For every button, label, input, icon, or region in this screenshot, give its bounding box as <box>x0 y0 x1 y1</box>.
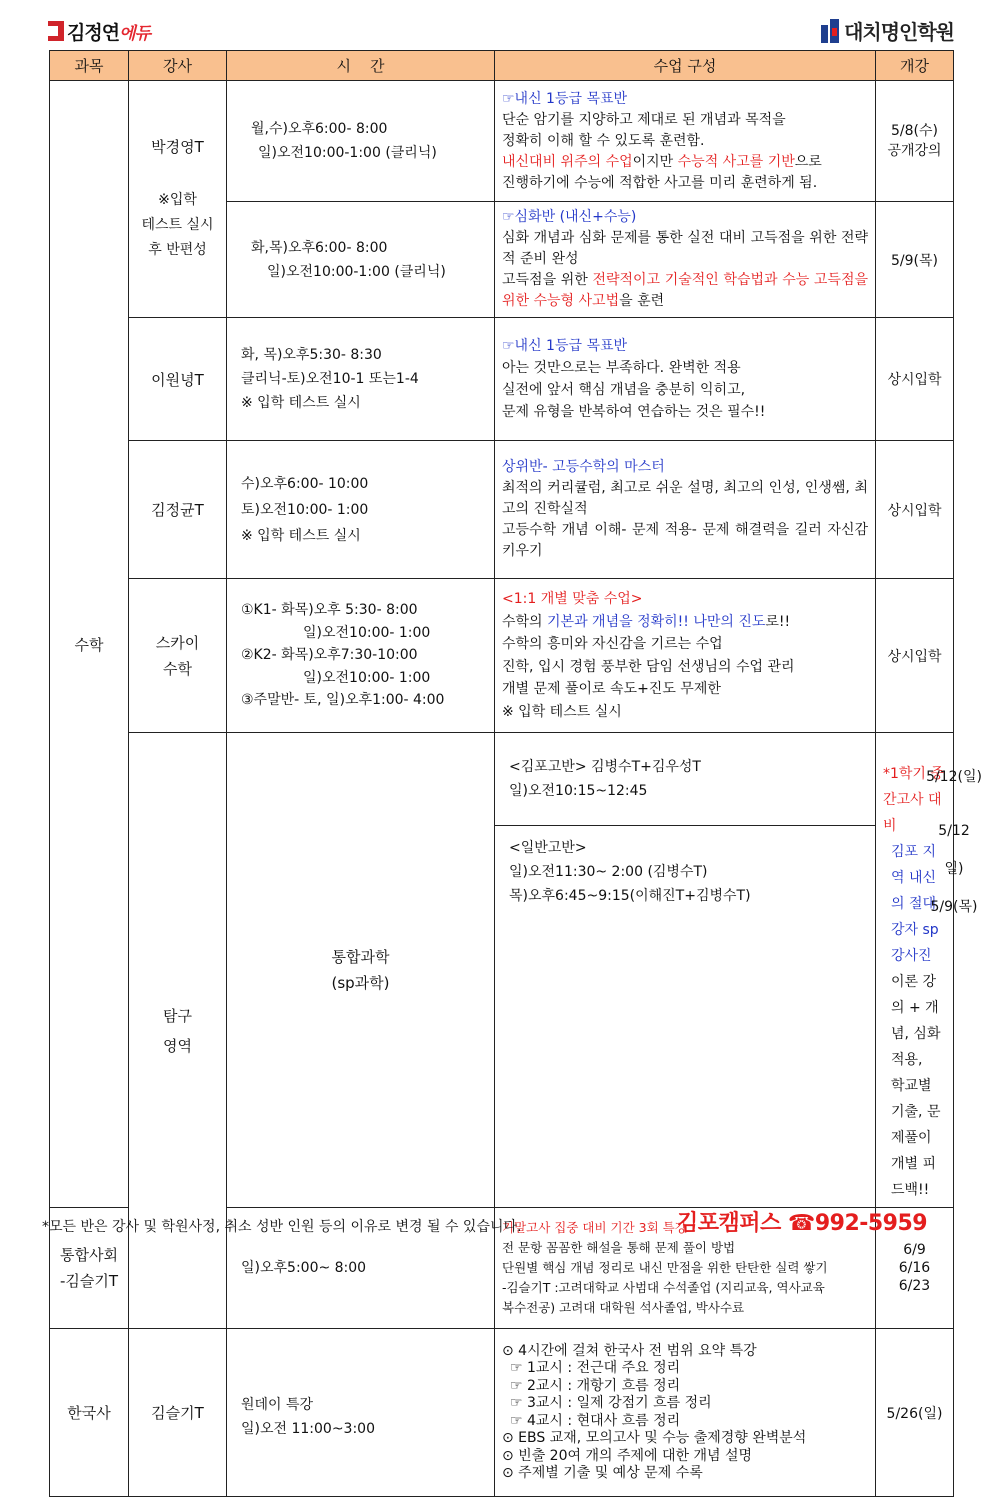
open-cell: 상시입학 <box>876 579 954 733</box>
table-row <box>50 1329 954 1497</box>
content-line: ☞ 4교시 : 현대사 흐름 정리 <box>510 1412 681 1429</box>
content-line: ⊙ 4시간에 걸쳐 한국사 전 범위 요약 특강 <box>502 1342 757 1359</box>
content-line: 아는 것만으로는 부족하다. 완벽한 적용 <box>502 360 741 376</box>
open-cell <box>876 81 954 202</box>
teacher-name: (sp과학) <box>331 974 390 992</box>
content-text: 고득점을 위한 <box>502 272 593 288</box>
open-date: 6/9 <box>903 1242 926 1258</box>
open-date: 5/8(수) <box>891 123 938 139</box>
time-line: 화, 목)오후5:30- 8:30 <box>241 347 382 363</box>
time-line: 목)오후6:45~9:15(이해진T+김병수T) <box>509 888 751 904</box>
content-line <box>502 270 868 312</box>
content-text: 수학의 <box>502 613 548 630</box>
content-line: ⊙ 주제별 기출 및 예상 문제 수록 <box>502 1465 703 1481</box>
content-cell <box>495 81 876 202</box>
time-line: <김포고반> 김병수T+김우성T <box>509 759 701 775</box>
open-note: 공개강의 <box>887 143 942 159</box>
time-line: ※ 입학 테스트 실시 <box>241 395 361 411</box>
table-row <box>50 81 954 202</box>
logo-left-sub: 에듀 <box>119 23 150 44</box>
content-line: -김슬기T :고려대학교 사범대 수석졸업 (지리교육, 역사교육 <box>502 1280 825 1295</box>
time-block <box>495 733 875 825</box>
content-line: 전 문항 꼼꼼한 해설을 통해 문제 풀이 방법 <box>502 1240 736 1255</box>
content-line: ☞ 1교시 : 전근대 주요 정리 <box>510 1360 681 1376</box>
open-date: 5/9(목) <box>930 899 978 915</box>
time-cell <box>227 441 495 579</box>
teacher-name: 통합사회 <box>60 1246 118 1264</box>
highlight: 전략적이고 기술적인 학습법과 수능 고득점을 위한 수능형 사고법 <box>502 272 869 309</box>
header-time: 시 간 <box>227 51 495 81</box>
footer-note: *모든 반은 강사 및 학원사정, 취소 성반 인원 등의 이유로 변경 될 수 있습니다. <box>42 1219 522 1235</box>
content-line: 진학, 입시 경험 풍부한 담임 선생님의 수업 관리 <box>502 658 795 675</box>
time-line: 토)오전10:00- 1:00 <box>241 501 369 518</box>
logo-left-main: 김정연 <box>67 21 120 44</box>
header-subject: 과목 <box>50 51 129 81</box>
table-header-row <box>50 51 954 81</box>
content-line: ☞ 2교시 : 개항기 흐름 정리 <box>510 1377 681 1394</box>
time-line: ※ 입학 테스트 실시 <box>241 527 361 544</box>
time-line: 클리닉-토)오전10-1 또는1-4 <box>241 371 419 387</box>
open-date: 5/12일) <box>938 823 970 877</box>
time-line: 일)오전10:00-1:00 (클리닉) <box>267 263 446 280</box>
subject-name: 탐구 <box>163 1006 192 1025</box>
content-line: 이론 강의 + 개념, 심화 적용, <box>891 974 941 1068</box>
content-line: ⊙ 빈출 20여 개의 주제에 대한 개념 설명 <box>502 1447 753 1464</box>
time-line: 수)오후6:00- 10:00 <box>241 475 369 492</box>
highlight: 수능적 사고를 기반 <box>677 153 795 170</box>
subject-math: 수학 <box>50 81 129 1208</box>
teacher-note: ※입학 <box>158 192 197 208</box>
time-line: 일)오전11:30~ 2:00 (김병수T) <box>509 864 708 880</box>
content-line: 단원별 핵심 개념 정리로 내신 만점을 위한 탄탄한 실력 쌓기 <box>502 1260 828 1275</box>
teacher-name: 박경영T <box>151 138 204 156</box>
teacher-name: 수학 <box>163 659 192 678</box>
content-line: 정확히 이해 할 수 있도록 훈련함. <box>502 132 705 149</box>
content-cell <box>495 441 876 579</box>
teacher-park <box>129 81 227 318</box>
header-teacher: 강사 <box>129 51 227 81</box>
logo-right-text: 대치명인학원 <box>844 20 954 44</box>
campus-contact: 김포캠퍼스 ☎992-5959 <box>677 1211 928 1236</box>
subject-history: 한국사 <box>50 1329 129 1497</box>
time-line: 일)오전10:00- 1:00 <box>303 624 431 641</box>
table-row <box>50 579 954 733</box>
time-line: 화,목)오후6:00- 8:00 <box>251 239 388 256</box>
class-title: ☞내신 1등급 목표반 <box>502 338 628 354</box>
header-content: 수업 구성 <box>495 51 876 81</box>
class-title: ☞심화반 (내신+수능) <box>502 209 637 225</box>
content-line: ※ 입학 테스트 실시 <box>502 703 622 720</box>
time-line: ②K2- 화목)오후7:30-10:00 <box>241 647 418 664</box>
teacher-note: 후 반편성 <box>148 242 207 258</box>
open-cell: 5/9(목) <box>876 202 954 318</box>
table-row <box>50 441 954 579</box>
teacher-sky <box>129 579 227 733</box>
time-line: ①K1- 화목)오후 5:30- 8:00 <box>241 602 418 619</box>
time-cell <box>227 202 495 318</box>
time-cell <box>227 1329 495 1497</box>
content-line: 진행하기에 수능에 적합한 사고를 미리 훈련하게 됨. <box>502 174 818 191</box>
highlight: 기본과 개념을 정확히!! 나만의 진도 <box>547 613 766 630</box>
time-cell <box>495 733 876 1208</box>
time-line: 원데이 특강 <box>241 1396 314 1413</box>
time-line: 월,수)오후6:00- 8:00 <box>251 121 388 137</box>
time-cell <box>227 579 495 733</box>
content-text: 이지만 <box>632 153 678 170</box>
time-line: 일)오전10:00-1:00 (클리닉) <box>258 145 437 161</box>
content-line: ☞ 3교시 : 일제 강점기 흐름 정리 <box>510 1395 712 1411</box>
content-text: 으로 <box>794 153 822 170</box>
open-cell: 상시입학 <box>876 318 954 441</box>
teacher-name: 스카이 <box>155 633 200 652</box>
logo-gimjeongyeon <box>48 18 150 44</box>
content-line: 개별 문제 풀이로 속도+진도 무제한 <box>502 681 721 697</box>
content-line: 심화 개념과 심화 문제를 통한 실전 대비 고득점을 위한 전략적 준비 완성 <box>502 230 868 267</box>
teacher-name: 통합과학 <box>331 948 390 966</box>
time-line: ③주말반- 토, 일)오후1:00- 4:00 <box>241 692 445 709</box>
content-cell <box>876 733 954 1208</box>
table-row: 탐구 영역 통합과학 (sp과학) <김포고반> 김병수T+김우성T 일)오전10:15~12:45 <일반고반> 일)오전11:30~ 2:00 (김병수T) 목)오후6:45~9:15(이해진T+김병수T) *1학기 중간고사 대비 김포 지역 내신의 절대 강자 sp강사진 이론 강의 + 개념, 심화 적용, 학교별 기출, 문제풀이 개별 피드백!! 5/12(일) 5/12일) 5/9(목) <box>50 733 954 1208</box>
time-cell <box>227 81 495 202</box>
open-date: 6/23 <box>898 1278 931 1294</box>
content-line: 실전에 앞서 핵심 개념을 충분히 익히고, <box>502 382 746 398</box>
subject-inquiry <box>129 733 227 1329</box>
time-line: 일)오전 11:00~3:00 <box>241 1420 375 1437</box>
content-line: 단순 암기를 지양하고 제대로 된 개념과 목적을 <box>502 111 786 128</box>
highlight: 내신대비 위주의 수업 <box>502 153 633 170</box>
time-line: <일반고반> <box>509 840 587 856</box>
class-title: <1:1 개별 맞춤 수업> <box>502 591 643 607</box>
table-row <box>50 318 954 441</box>
open-date: 6/16 <box>898 1260 931 1276</box>
teacher-lee: 이원녕T <box>129 318 227 441</box>
content-line: 문제 유형을 반복하여 연습하는 것은 필수!! <box>502 404 766 420</box>
teacher-kim: 김정균T <box>129 441 227 579</box>
class-title: ☞내신 1등급 목표반 <box>502 90 628 107</box>
content-line: 최적의 커리큘럼, 최고로 쉬운 설명, 최고의 인성, 인생쌤, 최고의 진학실적 <box>502 480 868 517</box>
time-block <box>495 825 875 918</box>
time-cell <box>227 318 495 441</box>
content-text: 을 훈련 <box>619 293 665 309</box>
content-cell <box>495 318 876 441</box>
content-line: ⊙ EBS 교재, 모의고사 및 수능 출제경향 완벽분석 <box>502 1430 807 1446</box>
content-cell <box>495 1329 876 1497</box>
header-open: 개강 <box>876 51 954 81</box>
content-line: 복수전공) 고려대 대학원 석사졸업, 박사수료 <box>502 1300 745 1315</box>
logo-mark-icon <box>48 21 64 41</box>
building-logo-icon <box>821 19 839 43</box>
content-line: 학교별 기출, 문제풀이 개별 피드백!! <box>891 1078 941 1198</box>
time-cell: 일)오후5:00~ 8:00 <box>227 1208 495 1329</box>
content-line: 고등수학 개념 이해- 문제 적용- 문제 해결력을 길러 자신감 키우기 <box>502 522 868 559</box>
teacher-note: 테스트 실시 <box>141 217 214 233</box>
schedule-table <box>49 50 982 1497</box>
logo-daechi <box>821 16 954 45</box>
content-line <box>502 152 868 173</box>
content-line: 김포 지역 내신의 절대 강자 sp강사진 <box>891 844 939 964</box>
content-cell <box>495 579 876 733</box>
class-title: 상위반- 고등수학의 마스터 <box>502 459 665 475</box>
content-text: 로!! <box>765 613 791 630</box>
teacher-science <box>227 733 495 1208</box>
content-line: 수학의 흥미와 자신감을 기르는 수업 <box>502 636 723 652</box>
open-cell: 상시입학 <box>876 441 954 579</box>
teacher-history: 김슬기T <box>129 1329 227 1497</box>
time-line: 일)오전10:00- 1:00 <box>303 669 431 686</box>
content-line <box>502 611 868 634</box>
time-line: 일)오전10:15~12:45 <box>509 783 648 799</box>
class-title: 기말고사 집중 대비 기간 3회 특강 <box>502 1220 687 1235</box>
content-cell <box>495 202 876 318</box>
open-cell: 5/26(일) <box>876 1329 954 1497</box>
class-title: *1학기 중간고사 대비 <box>883 766 944 834</box>
subject-name: 영역 <box>163 1036 192 1055</box>
teacher-name: -김슬기T <box>59 1272 119 1290</box>
